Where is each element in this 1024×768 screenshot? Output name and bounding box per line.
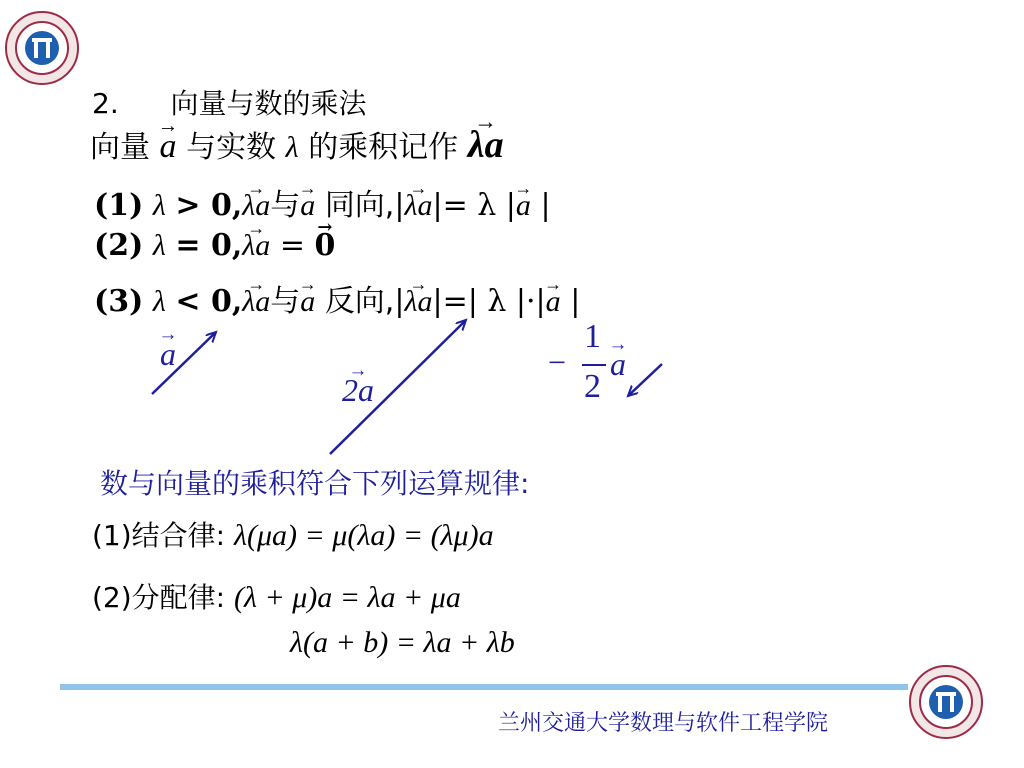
heading-text: 向量与数的乘法 — [170, 87, 367, 120]
case-1-word: 同向, — [324, 188, 395, 223]
case-3-condition: < 0, — [175, 284, 243, 319]
label-a: → a — [160, 336, 176, 373]
case-1-vector-a: → a — [300, 189, 315, 223]
label-2a-text: → 2a — [342, 372, 374, 409]
case-3-vector-a-abs: → a — [546, 285, 561, 319]
intro-vector-a: → a — [160, 128, 177, 166]
heading-number: 2. — [92, 87, 119, 120]
case-1-condition: > 0, — [175, 188, 243, 223]
case-2-lambda-a: → λa — [242, 229, 270, 263]
label-neg-half-vector-a: → a — [610, 346, 626, 383]
case-3-word: 反向, — [324, 284, 395, 319]
label-neg-half-fraction-bar — [582, 364, 606, 366]
footer-university-seal-icon — [908, 664, 984, 740]
case-3-yu: 与 — [270, 284, 301, 319]
laws-title: 数与向量的乘积符合下列运算规律: — [100, 467, 530, 500]
intro-text-1: 向量 — [90, 130, 150, 165]
case-1-yu: 与 — [270, 188, 301, 223]
case-3-equals: |=| λ |·| — [432, 284, 546, 319]
label-neg-half-minus: − — [548, 344, 567, 380]
case-3-lambda-a-abs: → λa — [404, 285, 432, 319]
footer-institution: 兰州交通大学数理与软件工程学院 — [498, 711, 829, 736]
distributive-law-label: (2)分配律: — [92, 581, 226, 614]
label-neg-half-numerator: 1 — [584, 318, 601, 355]
case-2-condition: = 0, — [175, 228, 243, 263]
distributive-law-line — [92, 576, 461, 616]
intro-lambda-a: → λa — [468, 123, 504, 167]
case-1-bar-close: | — [540, 188, 551, 223]
footer-divider — [60, 684, 908, 690]
case-3-bar-close: | — [570, 284, 581, 319]
case-3-number: (3) — [94, 284, 144, 319]
associative-law-label: (1)结合律: — [92, 519, 226, 552]
distributive-law-formula-1: (λ + μ)a = λa + μa — [234, 581, 461, 614]
case-1-number: (1) — [94, 188, 144, 223]
case-3-lambda: λ — [152, 285, 166, 318]
case-1-lambda-a-abs: → λa — [404, 189, 432, 223]
intro-text-2: 与实数 — [186, 130, 277, 165]
case-3-lambda-a: → λa — [242, 285, 270, 319]
case-3-vector-a: → a — [300, 285, 315, 319]
distributive-law-formula-2: λ(a + b) = λa + λb — [290, 626, 515, 659]
label-neg-half-a — [548, 318, 626, 405]
associative-law-line — [92, 514, 494, 554]
case-3-bar-open: | — [394, 284, 405, 319]
case-1-lambda-a: → λa — [242, 189, 270, 223]
case-1-equals: |= λ | — [432, 188, 516, 223]
case-2-equals: = — [279, 228, 305, 263]
associative-law-formula: λ(μa) = μ(λa) = (λμ)a — [234, 519, 494, 552]
case-1-lambda: λ — [152, 189, 166, 222]
vector-neg-half-a-arrow — [628, 364, 662, 396]
case-1-vector-a-abs: → a — [516, 189, 531, 223]
case-2-lambda: λ — [152, 229, 166, 262]
case-1-bar-open: | — [394, 188, 405, 223]
intro-text-3: 的乘积记作 — [308, 130, 459, 165]
case-2-number: (2) — [94, 228, 144, 263]
intro-lambda: λ — [285, 131, 299, 164]
case-2-zero-vector: → 0 — [315, 228, 336, 263]
label-2a — [342, 372, 374, 409]
label-neg-half-denominator: 2 — [584, 368, 601, 405]
